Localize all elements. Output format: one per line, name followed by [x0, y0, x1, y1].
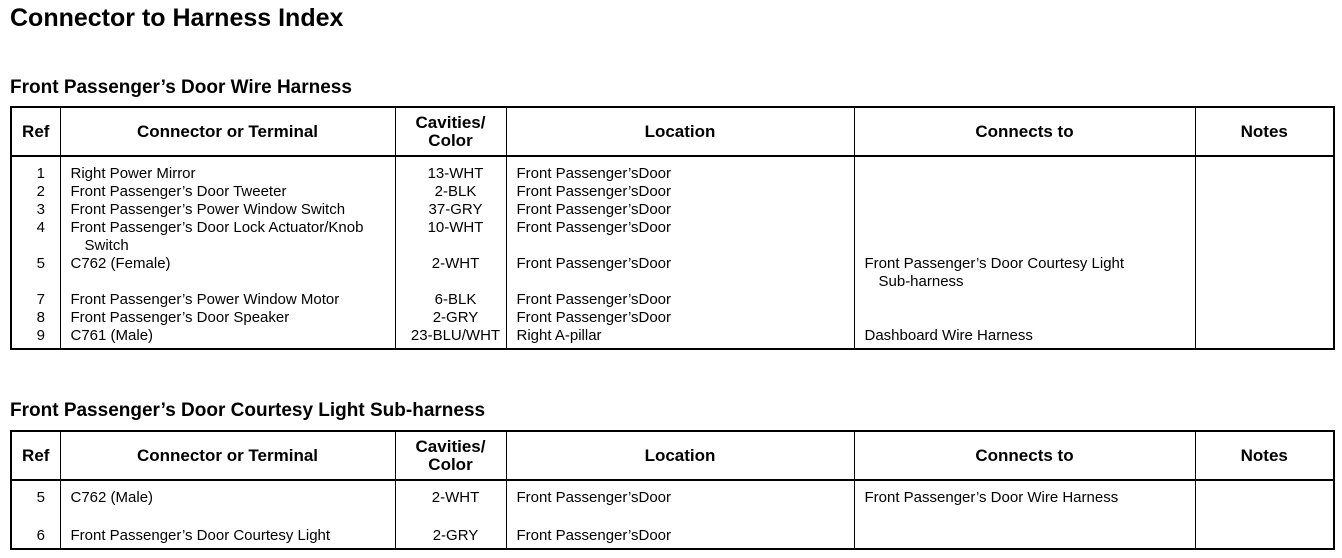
ref-cell: 5 — [11, 480, 60, 527]
notes-cell — [1195, 183, 1334, 201]
location-cell: Front Passenger’sDoor — [506, 255, 854, 291]
connector-cell: Front Passenger’s Door Speaker — [60, 309, 395, 327]
column-header-cavities-line1: Cavities/ — [415, 112, 486, 132]
connector-text: Front Passenger’s Door Lock Actuator/Knob — [70, 219, 364, 236]
cavities-cell: 10-WHT — [395, 219, 506, 255]
table-row — [11, 527, 1334, 549]
table-header-row — [11, 107, 1334, 156]
ref-cell: 8 — [11, 309, 60, 327]
connects-cell — [854, 527, 1195, 549]
notes-cell — [1195, 201, 1334, 219]
table-row — [11, 219, 1334, 255]
page-title: Connector to Harness Index — [10, 4, 344, 32]
ref-cell: 7 — [11, 291, 60, 309]
ref-cell: 9 — [11, 327, 60, 349]
notes-cell — [1195, 309, 1334, 327]
ref-cell: 1 — [11, 156, 60, 183]
cavities-cell: 23-BLU/WHT — [395, 327, 506, 349]
connector-cell: Front Passenger’s Door Tweeter — [60, 183, 395, 201]
connects-cell — [854, 309, 1195, 327]
cavities-cell: 37-GRY — [395, 201, 506, 219]
connects-cell — [854, 201, 1195, 219]
location-cell: Right A-pillar — [506, 327, 854, 349]
connector-cell — [60, 219, 395, 255]
notes-cell — [1195, 327, 1334, 349]
table-header-row — [11, 431, 1334, 480]
cavities-cell: 6-BLK — [395, 291, 506, 309]
connector-cell: C762 (Male) — [60, 480, 395, 527]
connects-text-continued: Sub-harness — [878, 273, 964, 290]
connects-cell — [854, 291, 1195, 309]
ref-cell: 3 — [11, 201, 60, 219]
column-header-connects: Connects to — [854, 431, 1195, 480]
column-header-connector: Connector or Terminal — [60, 107, 395, 156]
ref-cell: 6 — [11, 527, 60, 549]
cavities-cell: 2-BLK — [395, 183, 506, 201]
location-cell: Front Passenger’sDoor — [506, 183, 854, 201]
ref-cell: 2 — [11, 183, 60, 201]
location-cell: Front Passenger’sDoor — [506, 219, 854, 255]
table-row — [11, 480, 1334, 527]
column-header-location: Location — [506, 431, 854, 480]
column-header-cavities — [395, 107, 506, 156]
connects-cell — [854, 255, 1195, 291]
table-row — [11, 327, 1334, 349]
connector-cell: Front Passenger’s Power Window Motor — [60, 291, 395, 309]
connects-cell: Front Passenger’s Door Wire Harness — [854, 480, 1195, 527]
notes-cell — [1195, 219, 1334, 255]
notes-cell — [1195, 527, 1334, 549]
column-header-ref: Ref — [11, 107, 60, 156]
courtesy-light-sub-harness-table — [10, 430, 1335, 550]
table-row — [11, 291, 1334, 309]
table-row — [11, 156, 1334, 183]
location-cell: Front Passenger’sDoor — [506, 291, 854, 309]
cavities-cell: 2-WHT — [395, 255, 506, 291]
notes-cell — [1195, 480, 1334, 527]
connector-cell: Right Power Mirror — [60, 156, 395, 183]
column-header-cavities-line2: Color — [428, 454, 473, 474]
connector-cell: Front Passenger’s Door Courtesy Light — [60, 527, 395, 549]
column-header-notes: Notes — [1195, 431, 1334, 480]
location-cell: Front Passenger’sDoor — [506, 309, 854, 327]
column-header-cavities-line1: Cavities/ — [415, 436, 486, 456]
connects-text: Front Passenger’s Door Courtesy Light — [864, 255, 1125, 272]
connector-cell: C762 (Female) — [60, 255, 395, 291]
column-header-cavities — [395, 431, 506, 480]
connects-cell — [854, 156, 1195, 183]
location-cell: Front Passenger’sDoor — [506, 527, 854, 549]
location-cell: Front Passenger’sDoor — [506, 480, 854, 527]
notes-cell — [1195, 291, 1334, 309]
table-row — [11, 183, 1334, 201]
section-title-courtesy-light-sub-harness: Front Passenger’s Door Courtesy Light Sub-harness — [10, 400, 486, 421]
table-row — [11, 309, 1334, 327]
table-row — [11, 201, 1334, 219]
cavities-cell: 2-WHT — [395, 480, 506, 527]
connects-cell — [854, 183, 1195, 201]
location-cell: Front Passenger’sDoor — [506, 156, 854, 183]
cavities-cell: 2-GRY — [395, 527, 506, 549]
column-header-cavities-line2: Color — [428, 130, 473, 150]
ref-cell: 5 — [11, 255, 60, 291]
notes-cell — [1195, 156, 1334, 183]
column-header-location: Location — [506, 107, 854, 156]
connects-cell — [854, 219, 1195, 255]
connector-cell: C761 (Male) — [60, 327, 395, 349]
notes-cell — [1195, 255, 1334, 291]
column-header-connector: Connector or Terminal — [60, 431, 395, 480]
cavities-cell: 2-GRY — [395, 309, 506, 327]
location-cell: Front Passenger’sDoor — [506, 201, 854, 219]
cavities-cell: 13-WHT — [395, 156, 506, 183]
table-row — [11, 255, 1334, 291]
door-wire-harness-table — [10, 106, 1335, 350]
column-header-connects: Connects to — [854, 107, 1195, 156]
connects-cell: Dashboard Wire Harness — [854, 327, 1195, 349]
connector-text-continued: Switch — [84, 237, 129, 254]
section-title-door-wire-harness: Front Passenger’s Door Wire Harness — [10, 77, 352, 98]
column-header-notes: Notes — [1195, 107, 1334, 156]
ref-cell: 4 — [11, 219, 60, 255]
column-header-ref: Ref — [11, 431, 60, 480]
connector-cell: Front Passenger’s Power Window Switch — [60, 201, 395, 219]
